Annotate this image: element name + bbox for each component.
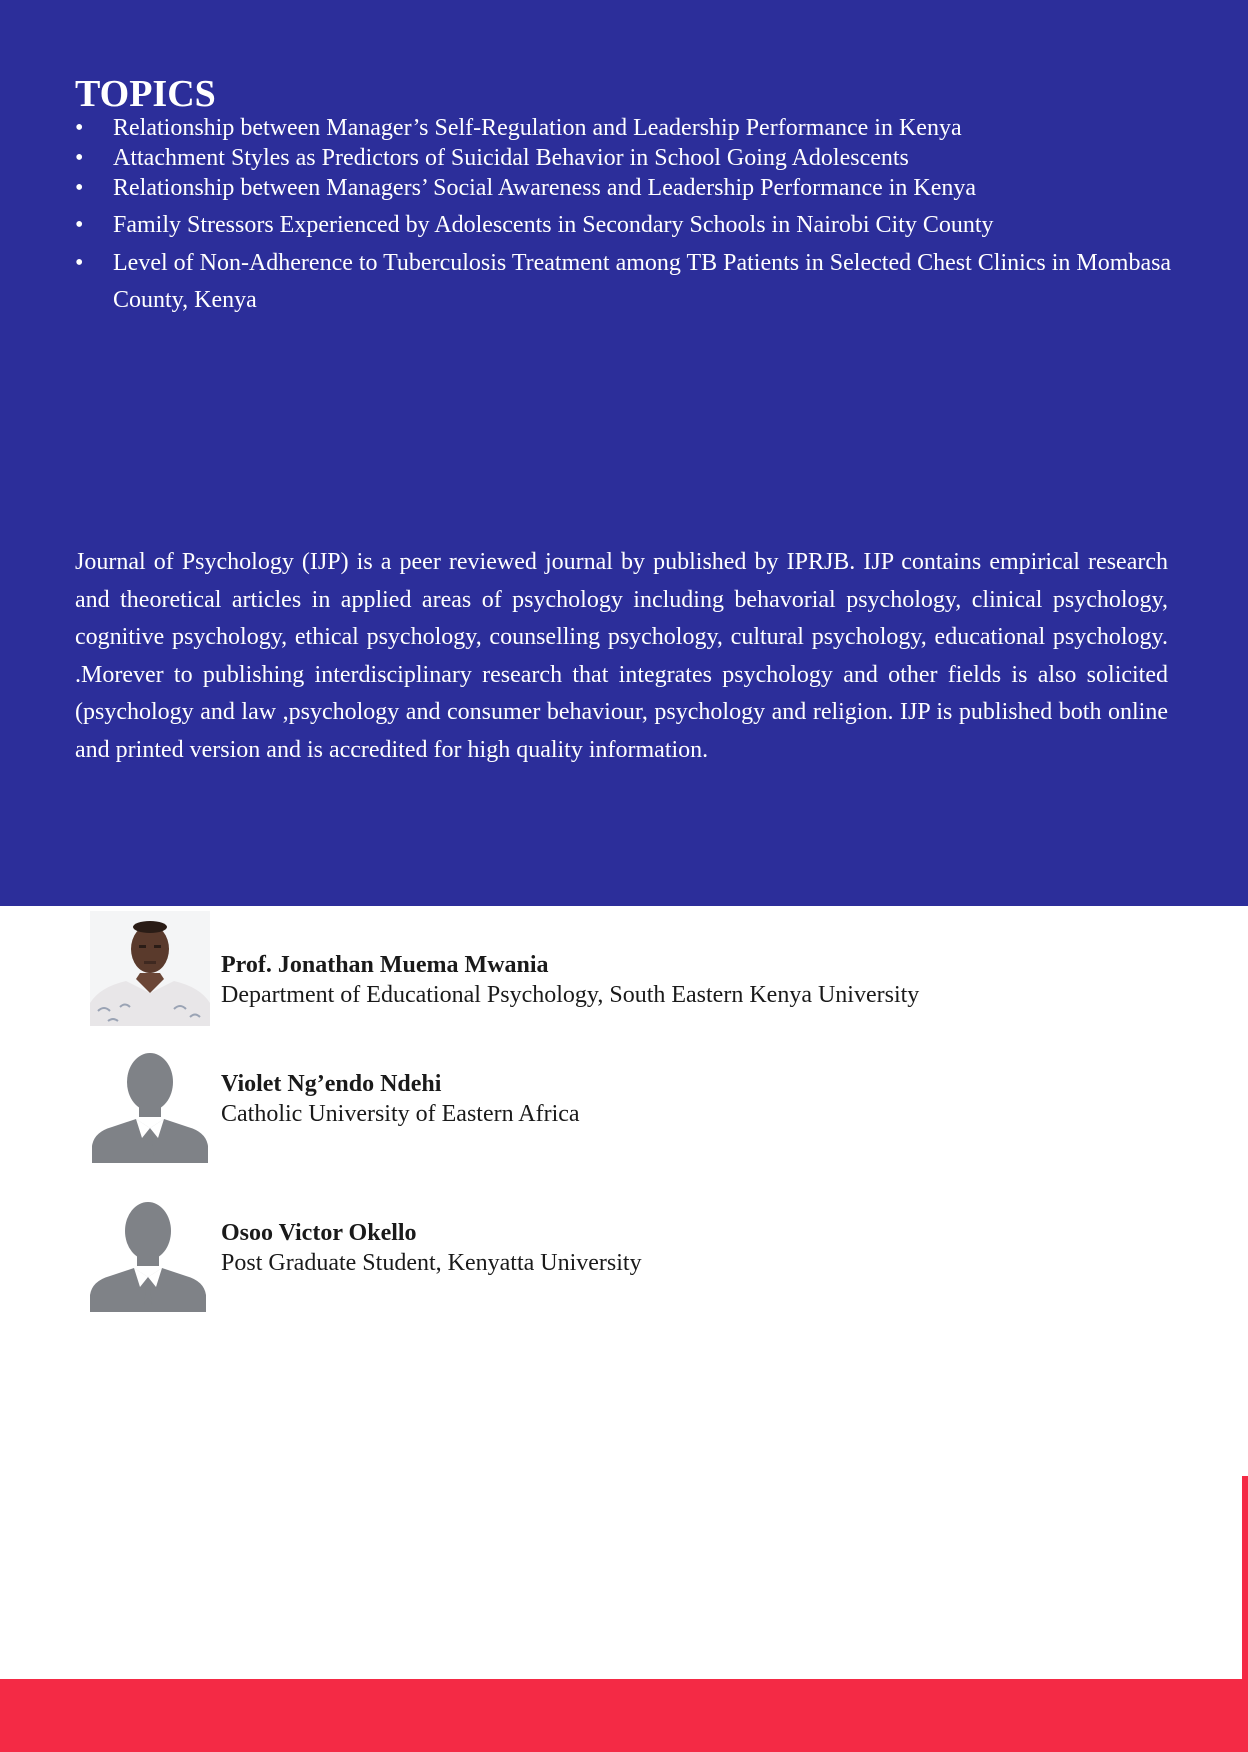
person-photo: [90, 911, 210, 1026]
author-name: Prof. Jonathan Muema Mwania: [221, 952, 549, 978]
topic-text: Relationship between Managers’ Social Awareness and Leadership Performance in Kenya: [113, 175, 977, 201]
author-name: Violet Ng’endo Ndehi: [221, 1071, 442, 1097]
author-entry: [90, 1048, 1090, 1168]
footer-bar: [0, 1679, 1248, 1752]
author-affiliation: Catholic University of Eastern Africa: [221, 1101, 580, 1127]
topic-text: Relationship between Manager’s Self-Regulation and Leadership Performance in Kenya: [113, 115, 962, 141]
topic-text: Level of Non-Adherence to Tuberculosis Treatment among TB Patients in Selected Chest Clinics in Mombasa County, Kenya: [113, 250, 1172, 313]
person-silhouette-icon: [90, 1048, 210, 1163]
author-affiliation: Post Graduate Student, Kenyatta University: [221, 1250, 642, 1276]
topic-text: Family Stressors Experienced by Adolescents in Secondary Schools in Nairobi City County: [113, 212, 994, 238]
author-entry: [90, 911, 1090, 1031]
bullet-icon: •: [75, 145, 84, 171]
accent-edge: [1242, 1476, 1248, 1681]
bullet-icon: •: [75, 115, 84, 141]
author-photo: [90, 911, 210, 1026]
topic-item: [75, 170, 1175, 207]
author-name: Osoo Victor Okello: [221, 1220, 417, 1246]
bullet-icon: •: [75, 175, 84, 201]
topics-heading: TOPICS: [75, 73, 216, 115]
journal-description: Journal of Psychology (IJP) is a peer reviewed journal by published by IPRJB. IJP contains empirical research and theoretical articles in applied areas of psychology including behavorial psychology, clinical psychology, cognitive psychology, ethical psychology, counselling psychology, cultural psychology, educational psychology. .Morever to publishing interdisciplinary research that integrates psychology and other fields is also solicited (psychology and law ,psychology and consumer behaviour, psychology and religion. IJP is published both online and printed version and is accredited for high quality information.: [75, 549, 1168, 763]
author-affiliation: Department of Educational Psychology, South Eastern Kenya University: [221, 982, 920, 1008]
bullet-icon: •: [75, 250, 84, 276]
bullet-icon: •: [75, 212, 84, 238]
topic-text: Attachment Styles as Predictors of Suicidal Behavior in School Going Adolescents: [113, 145, 909, 171]
person-silhouette-icon: [88, 1197, 208, 1312]
author-entry: [90, 1197, 1090, 1317]
topic-item: [75, 245, 1175, 319]
topic-item: [75, 207, 1175, 244]
